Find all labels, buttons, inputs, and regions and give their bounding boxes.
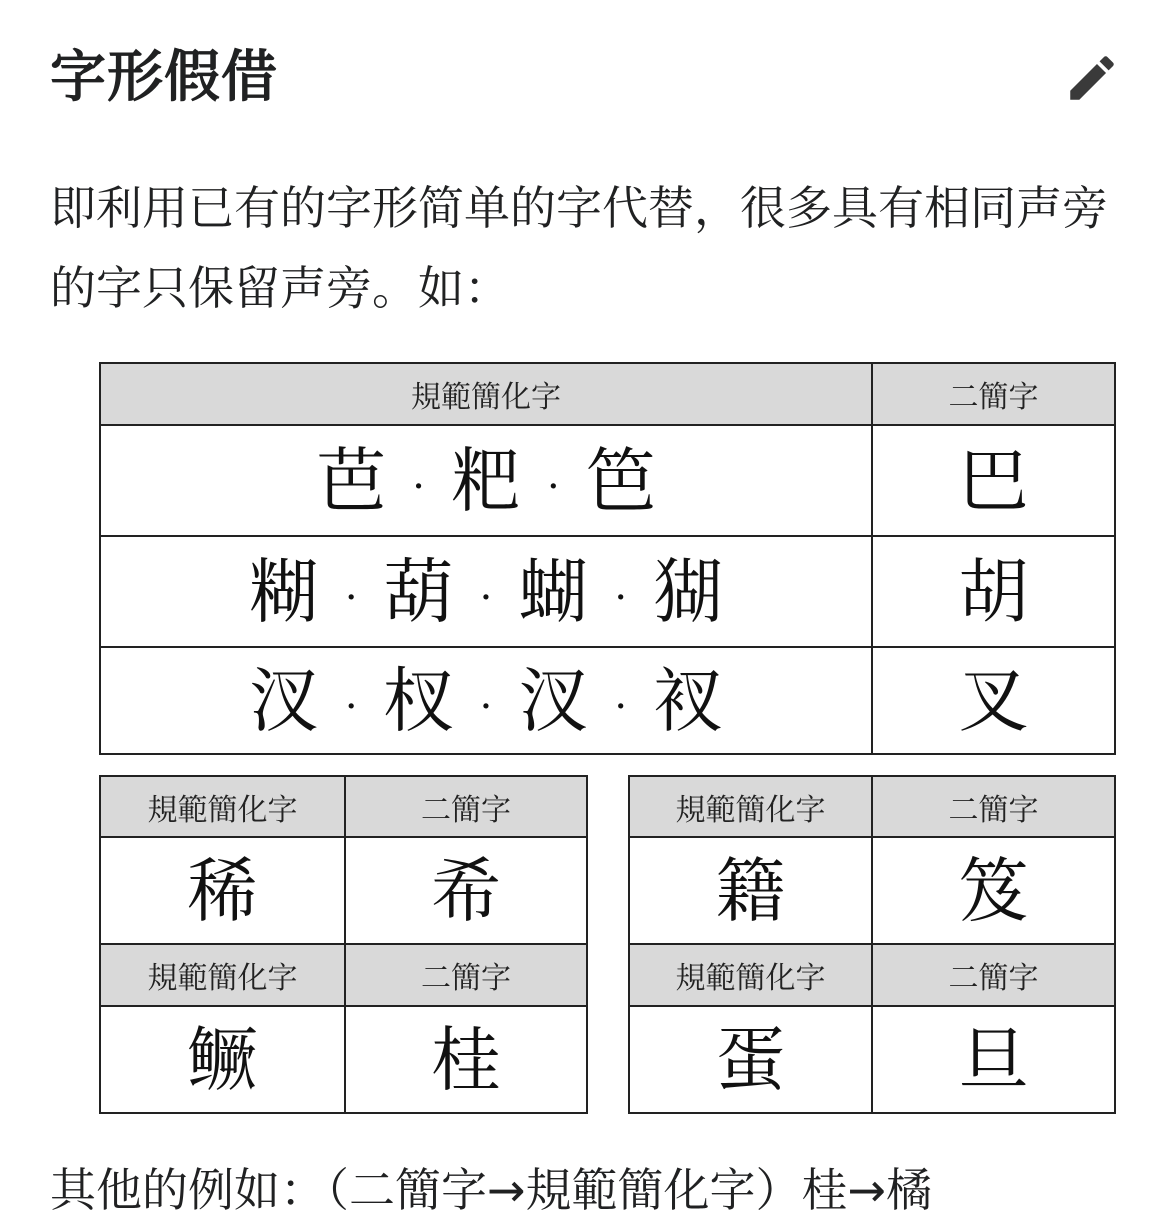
second-round-char: 旦 xyxy=(872,1006,1115,1113)
separator-dot: · xyxy=(614,574,628,621)
second-round-char-row-1: 巴 xyxy=(872,425,1115,536)
header-second-round: 二簡字 xyxy=(345,776,587,837)
small-comparison-table-left xyxy=(99,775,588,1114)
separator-dot: · xyxy=(614,683,628,730)
edit-section-button[interactable] xyxy=(1058,44,1126,112)
section-title: 字形假借 xyxy=(50,45,278,110)
second-round-char: 桂 xyxy=(345,1006,587,1113)
standard-char: 稀 xyxy=(100,837,345,944)
header-standard: 規範簡化字 xyxy=(100,944,345,1006)
header-standard: 規範簡化字 xyxy=(100,776,345,837)
char: 芭 xyxy=(316,439,387,522)
main-comparison-table xyxy=(99,362,1116,755)
char: 猢 xyxy=(653,550,724,633)
second-round-char: 笈 xyxy=(872,837,1115,944)
standard-char: 鳜 xyxy=(100,1006,345,1113)
header-standard: 規範簡化字 xyxy=(629,776,872,837)
header-second-round: 二簡字 xyxy=(872,363,1115,425)
char: 粑 xyxy=(451,439,521,522)
char: 糊 xyxy=(248,550,319,633)
second-round-char-row-3: 叉 xyxy=(872,647,1115,754)
header-second-round: 二簡字 xyxy=(872,944,1115,1006)
second-round-char: 希 xyxy=(345,837,587,944)
separator-dot: · xyxy=(344,683,358,730)
pencil-icon xyxy=(1063,49,1121,107)
standard-chars-row-1 xyxy=(100,425,872,536)
separator-dot: · xyxy=(344,574,358,621)
header-standard: 規範簡化字 xyxy=(100,363,872,425)
header-standard: 規範簡化字 xyxy=(629,944,872,1006)
intro-paragraph: 即利用已有的字形简单的字代替，很多具有相同声旁的字只保留声旁。如： xyxy=(50,181,1108,315)
char: 汊 xyxy=(518,659,589,742)
char: 蝴 xyxy=(518,550,589,633)
char: 汊 xyxy=(248,659,319,742)
separator-dot: · xyxy=(479,574,493,621)
separator-dot: · xyxy=(547,463,560,510)
standard-char: 籍 xyxy=(629,837,872,944)
separator-dot: · xyxy=(479,683,493,730)
standard-char: 蛋 xyxy=(629,1006,872,1113)
separator-dot: · xyxy=(412,463,425,510)
bottom-paragraph: 其他的例如：（二簡字→規範簡化字）桂→橘 xyxy=(50,1163,933,1217)
char: 衩 xyxy=(653,659,724,742)
second-round-char-row-2: 胡 xyxy=(872,536,1115,647)
standard-chars-row-2 xyxy=(100,536,872,647)
header-second-round: 二簡字 xyxy=(872,776,1115,837)
header-second-round: 二簡字 xyxy=(345,944,587,1006)
standard-chars-row-3 xyxy=(100,647,872,754)
char: 葫 xyxy=(383,550,454,633)
small-comparison-table-right xyxy=(628,775,1116,1114)
char: 杈 xyxy=(383,659,454,742)
char: 笆 xyxy=(585,439,656,522)
